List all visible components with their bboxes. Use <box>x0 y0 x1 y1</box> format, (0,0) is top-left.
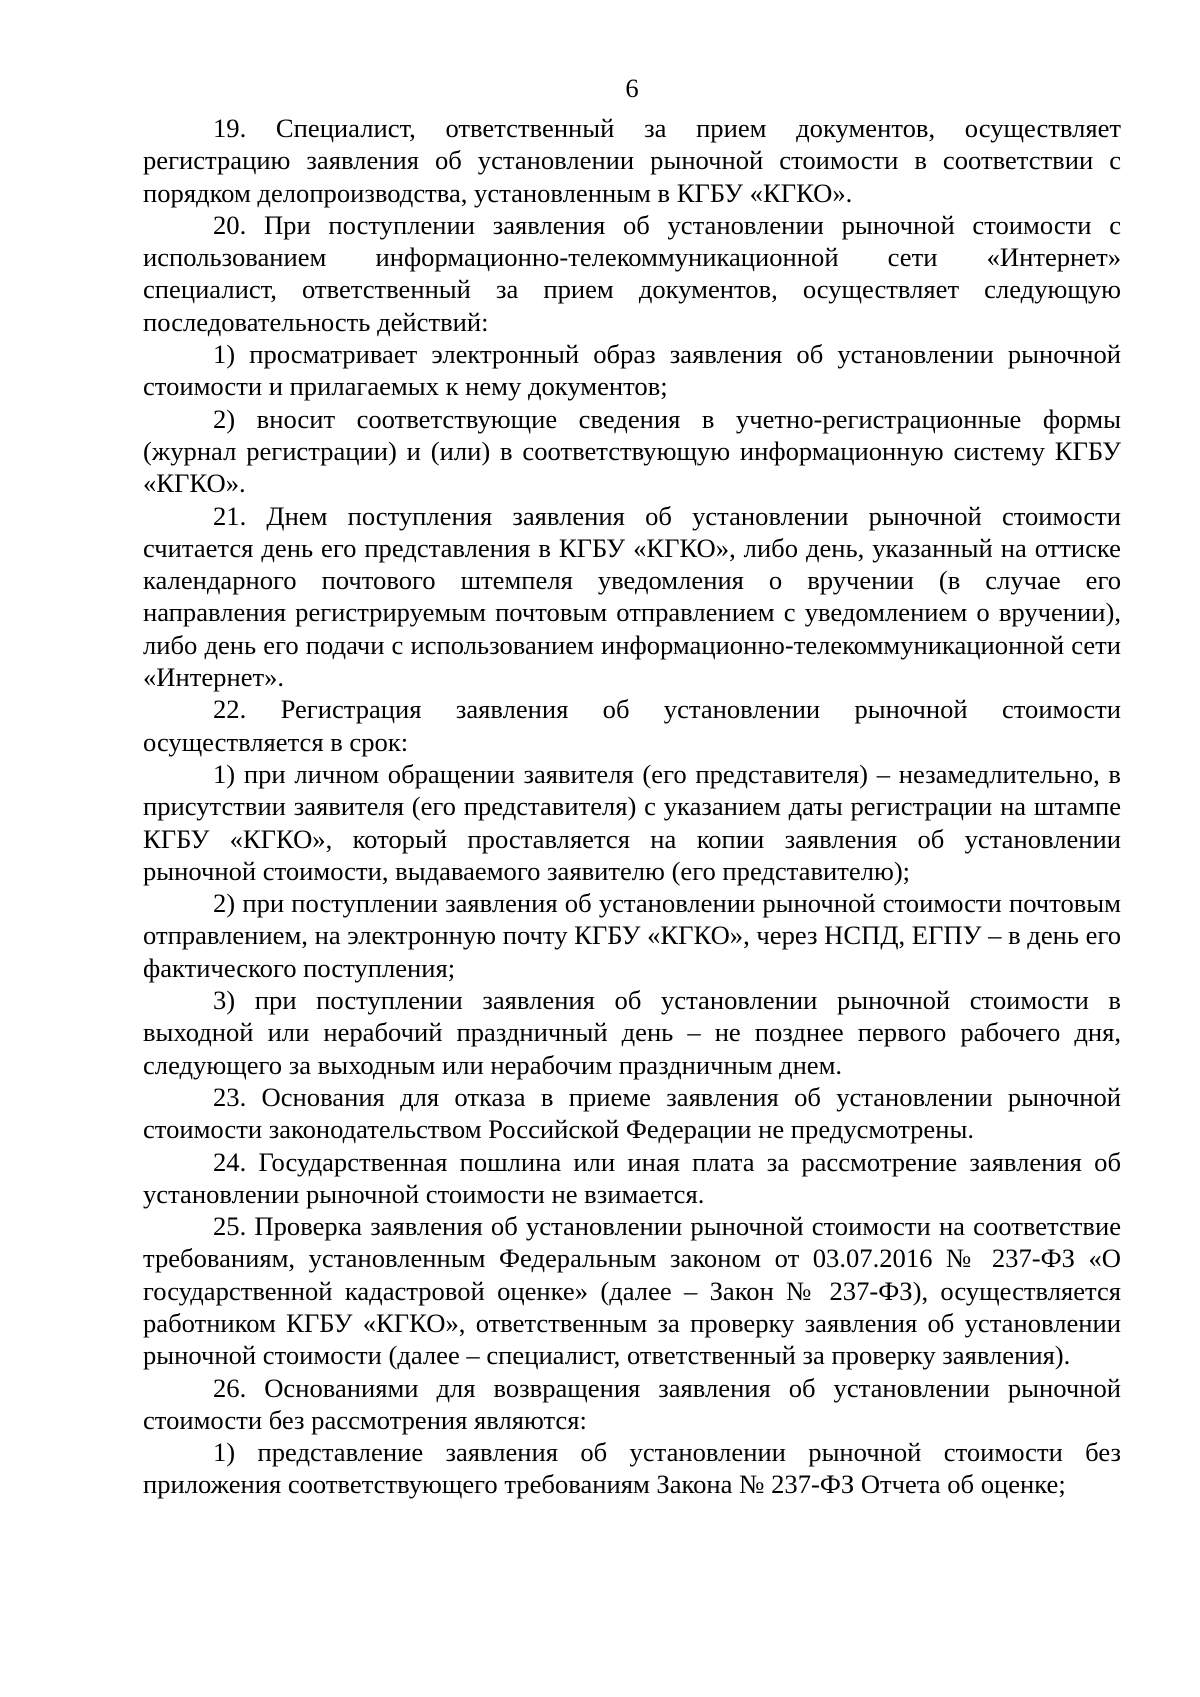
paragraph-23: 23. Основания для отказа в приеме заявления об установлении рыночной стоимости законодательством Российской Федерации не предусмотрены. <box>143 1081 1121 1145</box>
paragraph-20-item-2: 2) вносит соответствующие сведения в учетно-регистрационные формы (журнал регистрации) и (или) в соответствующую информационную систему КГБУ «КГКО». <box>143 403 1121 499</box>
paragraph-20-item-1: 1) просматривает электронный образ заявления об установлении рыночной стоимости и прилагаемых к нему документов; <box>143 339 1121 402</box>
paragraph-24: 24. Государственная пошлина или иная плата за рассмотрение заявления об установлении рыночной стоимости не взимается. <box>143 1146 1121 1209</box>
paragraph-26-item-1: 1) представление заявления об установлении рыночной стоимости без приложения соответствующего требованиям Закона № 237-ФЗ Отчета об оценке; <box>143 1437 1121 1500</box>
document-page <box>143 72 1121 1501</box>
paragraph-20: 20. При поступлении заявления об установлении рыночной стоимости с использованием информационно-телекоммуникационной сети «Интернет» специалист, ответственный за прием документов, осуществляет следующую последовательность действий: <box>143 209 1121 337</box>
paragraph-25: 25. Проверка заявления об установлении рыночной стоимости на соответствие требованиям, установленным Федеральным законом от 03.07.2016 № 237-ФЗ «О государственной кадастровой оценке» (далее – Закон № 237-ФЗ), осуществляется работником КГБУ «КГКО», ответственным за проверку заявления об установлении рыночной стоимости (далее – специалист, ответственный за проверку заявления). <box>143 1211 1121 1371</box>
paragraph-21: 21. Днем поступления заявления об установлении рыночной стоимости считается день его представления в КГБУ «КГКО», либо день, указанный на оттиске календарного почтового штемпеля уведомления о вручении (в случае его направления регистрируемым почтовым отправлением с уведомлением о вручении), либо день его подачи с использованием информационно-телекоммуникационной сети «Интернет». <box>143 500 1121 693</box>
paragraph-19: 19. Специалист, ответственный за прием документов, осуществляет регистрацию заявления об установлении рыночной стоимости в соответствии с порядком делопроизводства, установленным в КГБУ «КГКО». <box>143 113 1121 208</box>
paragraph-22: 22. Регистрация заявления об установлении рыночной стоимости осуществляется в срок: <box>143 694 1121 757</box>
page-number: 6 <box>625 73 639 103</box>
paragraph-22-item-2: 2) при поступлении заявления об установлении рыночной стоимости почтовым отправлением, на электронную почту КГБУ «КГКО», через НСПД, ЕГПУ – в день его фактического поступления; <box>143 888 1121 983</box>
paragraph-22-item-1: 1) при личном обращении заявителя (его представителя) – незамедлительно, в присутствии заявителя (его представителя) с указанием даты регистрации на штампе КГБУ «КГКО», который проставляется на копии заявления об установлении рыночной стоимости, выдаваемого заявителю (его представителю); <box>143 758 1121 886</box>
paragraph-26: 26. Основаниями для возвращения заявления об установлении рыночной стоимости без рассмотрения являются: <box>143 1372 1121 1435</box>
paragraph-22-item-3: 3) при поступлении заявления об установлении рыночной стоимости в выходной или нерабочий праздничный день – не позднее первого рабочего дня, следующего за выходным или нерабочим праздничным днем. <box>143 985 1121 1080</box>
